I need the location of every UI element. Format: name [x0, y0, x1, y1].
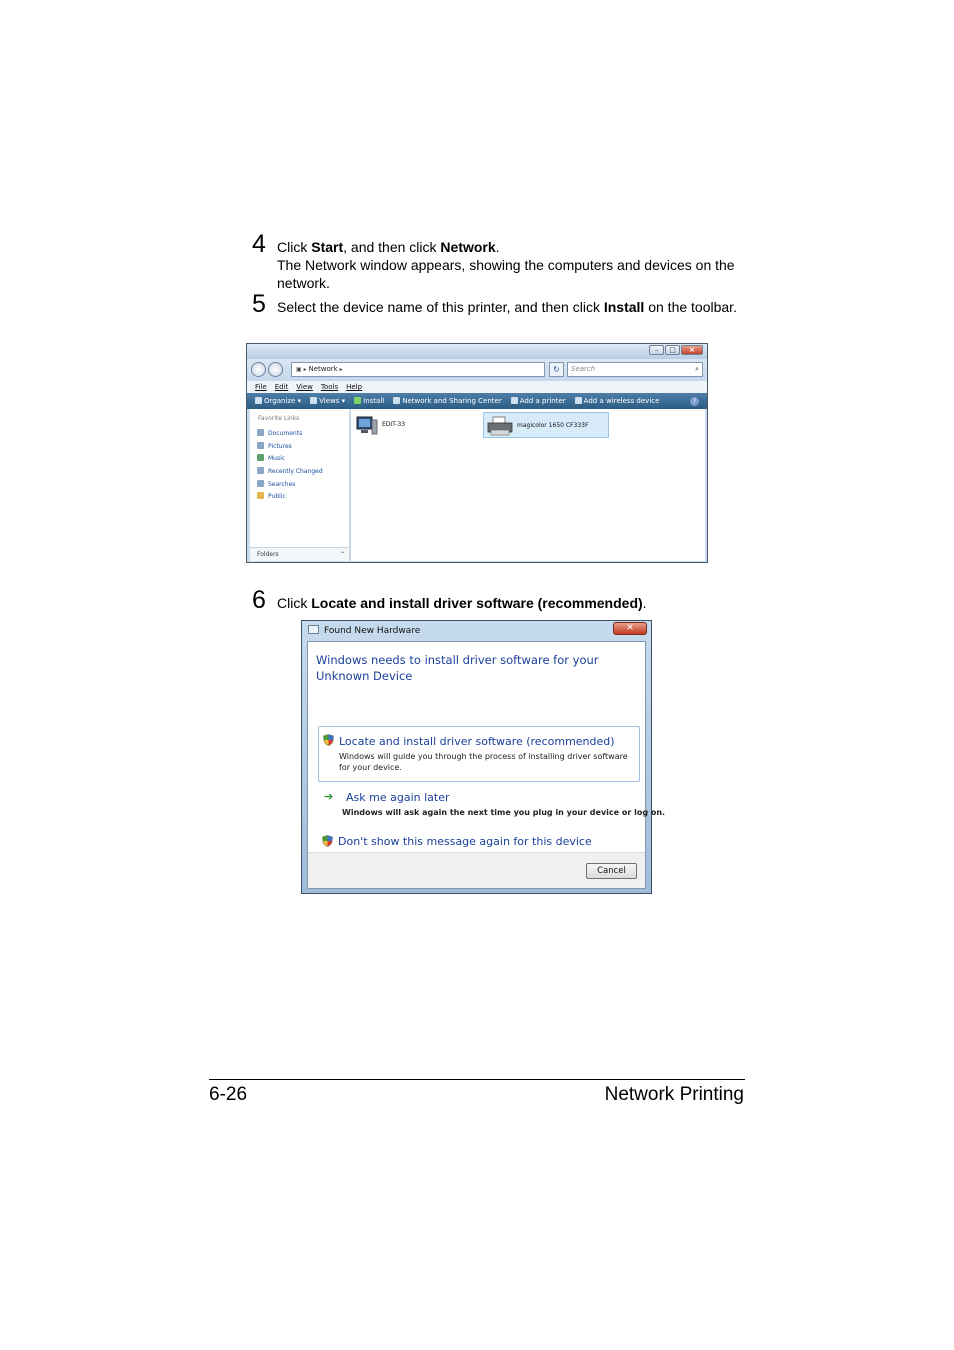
menu-file[interactable]: File [255, 383, 267, 391]
nav-item-music[interactable] [257, 453, 323, 466]
cancel-button[interactable]: Cancel [586, 863, 637, 879]
documents-icon [257, 429, 264, 436]
views-button[interactable]: Views ▾ [310, 393, 345, 409]
step-number: 6 [252, 586, 266, 614]
nav-item-searches[interactable] [257, 479, 323, 492]
text-run: on the toolbar. [644, 299, 737, 315]
back-icon[interactable] [251, 362, 266, 377]
dialog-title: Found New Hardware [324, 626, 421, 636]
music-icon [257, 454, 264, 461]
step-number: 5 [252, 290, 266, 318]
search-placeholder: Search [571, 365, 596, 373]
organize-label: Organize [264, 397, 296, 405]
add-wireless-label: Add a wireless device [583, 397, 660, 405]
text-run: Click [277, 595, 312, 611]
views-label: Views [319, 397, 340, 405]
section-title: Network Printing [604, 1084, 744, 1105]
navigation-pane [250, 409, 350, 561]
option-locate-install[interactable] [318, 726, 640, 782]
nav-item-label: Searches [268, 480, 296, 488]
step-instruction [277, 238, 747, 256]
close-icon[interactable]: × [681, 345, 703, 355]
shield-icon [323, 734, 334, 746]
nav-item-pictures[interactable] [257, 441, 323, 454]
step-text [277, 238, 747, 292]
nav-item-label: Documents [268, 430, 303, 437]
nav-item-label: Music [268, 455, 286, 463]
network-window-screenshot [246, 343, 708, 563]
option-title: Locate and install driver software (recommended) [339, 735, 615, 748]
step-number: 4 [252, 230, 266, 258]
green-arrow-icon: ➔ [324, 790, 334, 803]
add-printer-label: Add a printer [519, 397, 566, 405]
option-description: Windows will guide you through the process of installing driver software [339, 752, 628, 761]
footer-rule [209, 1079, 745, 1080]
option-ask-later[interactable] [318, 787, 666, 821]
nav-item-documents[interactable] [257, 428, 323, 441]
address-row [247, 359, 707, 381]
network-sharing-icon [393, 397, 400, 404]
device-label: magicolor 1650 CF333F [517, 422, 589, 429]
organize-button[interactable]: Organize ▾ [255, 393, 301, 409]
menu-help[interactable]: Help [346, 383, 363, 391]
computer-icon [355, 414, 379, 436]
dialog-title-bar [308, 623, 420, 639]
network-icon: ▣ ▸ [296, 366, 309, 373]
menu-tools[interactable]: Tools [320, 383, 339, 391]
forward-icon[interactable] [268, 362, 283, 377]
hardware-icon [308, 625, 319, 634]
menu-view[interactable]: View [296, 383, 313, 391]
step-instruction [277, 298, 737, 316]
chevron-up-icon: ⌃ [339, 551, 345, 558]
menu-edit[interactable]: Edit [274, 383, 289, 391]
refresh-icon[interactable]: ↻ [549, 362, 564, 377]
add-printer-button[interactable] [511, 393, 566, 409]
breadcrumb-arrow-icon: ▸ [337, 366, 343, 373]
device-label: EDIT-33 [382, 421, 406, 428]
searches-icon [257, 480, 264, 487]
device-printer-selected[interactable] [483, 412, 609, 438]
address-bar[interactable] [291, 362, 545, 377]
wireless-icon [575, 397, 582, 404]
printer-icon [511, 397, 518, 404]
install-icon [354, 397, 361, 404]
organize-icon [255, 397, 262, 404]
option-title: Ask me again later [346, 791, 450, 804]
toolbar [247, 393, 707, 409]
minimize-icon[interactable]: – [649, 345, 664, 355]
text-run: , and then click [343, 239, 441, 255]
favorite-links-heading: Favorite Links [258, 415, 300, 422]
network-sharing-center-button[interactable] [393, 393, 502, 409]
maximize-icon[interactable]: □ [665, 345, 680, 355]
step-instruction [277, 594, 647, 612]
search-icon[interactable]: ⌕ [695, 365, 699, 373]
views-icon [310, 397, 317, 404]
folders-label: Folders [257, 551, 279, 558]
file-list-pane [351, 409, 705, 561]
option-description: Windows will ask again the next time you plug in your device or log on. [342, 808, 666, 817]
device-computer[interactable] [355, 412, 405, 438]
bold-term: Locate and install driver software (recommended) [311, 595, 643, 611]
pictures-icon [257, 442, 264, 449]
option-title: Don't show this message again for this device [338, 835, 592, 848]
nav-item-label: Pictures [268, 442, 292, 450]
text-run: . [495, 239, 500, 255]
title-bar [247, 344, 707, 359]
address-text: Network [308, 365, 338, 373]
public-folder-icon [257, 492, 264, 499]
nav-item-recently-changed[interactable] [257, 466, 323, 479]
bold-term: Start [311, 239, 344, 255]
dialog-heading: Windows needs to install driver software for your Unknown Device [316, 653, 599, 683]
text-run: Click [277, 239, 312, 255]
favorite-links-list [257, 428, 323, 504]
step-note: The Network window appears, showing the computers and devices on the network. [277, 257, 735, 291]
menu-bar [247, 381, 707, 393]
nav-item-public[interactable] [257, 491, 323, 504]
recently-changed-icon [257, 467, 264, 474]
bold-term: Network [440, 239, 496, 255]
folders-toggle[interactable] [250, 547, 349, 561]
close-button[interactable]: ✕ [613, 622, 647, 635]
install-label: Install [363, 397, 385, 405]
text-run: Select the device name of this printer, and then click [277, 299, 604, 315]
shield-icon [322, 835, 333, 847]
nav-item-label: Public [268, 493, 286, 501]
window-controls [649, 345, 703, 355]
option-description: for your device. [339, 763, 402, 772]
text-run: . [642, 595, 647, 611]
dialog-footer [308, 852, 645, 888]
nav-item-label: Recently Changed [268, 468, 323, 476]
found-new-hardware-dialog [301, 620, 666, 894]
network-sharing-label: Network and Sharing Center [402, 397, 502, 405]
dialog-body [307, 641, 666, 889]
help-icon[interactable]: ? [690, 397, 699, 406]
add-wireless-device-button[interactable] [575, 393, 660, 409]
page-number: 6-26 [209, 1084, 248, 1105]
install-button[interactable] [354, 393, 384, 409]
printer-icon [486, 415, 514, 437]
search-input[interactable] [567, 362, 703, 377]
bold-term: Install [603, 299, 645, 315]
